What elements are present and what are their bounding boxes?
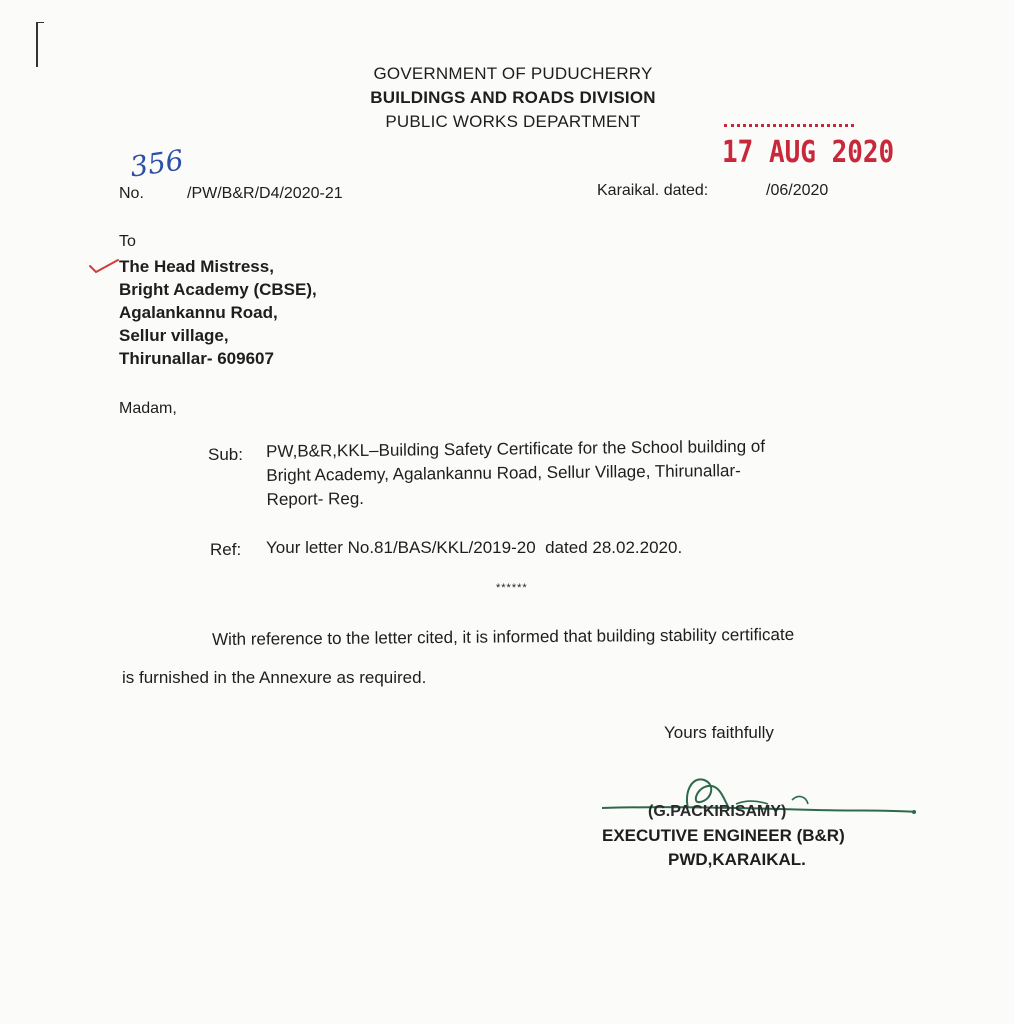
red-tick-mark bbox=[88, 258, 120, 278]
addressee-line: The Head Mistress, bbox=[119, 257, 274, 276]
addressee-line: Bright Academy (CBSE), bbox=[119, 280, 317, 299]
addressee-line: Sellur village, bbox=[119, 326, 229, 345]
signatory-designation: EXECUTIVE ENGINEER (B&R) bbox=[602, 826, 845, 845]
subject-line: PW,B&R,KKL–Building Safety Certificate for the School building of bbox=[266, 436, 766, 461]
subject-label: Sub: bbox=[208, 445, 243, 464]
signatory-name: (G.PACKIRISAMY) bbox=[648, 803, 787, 820]
salutation: Madam, bbox=[119, 400, 177, 417]
addressee-line: Thirunallar- 609607 bbox=[119, 349, 274, 368]
header-department: PUBLIC WORKS DEPARTMENT bbox=[385, 112, 641, 131]
ref-label: Ref: bbox=[210, 540, 242, 559]
addressee-line: Agalankannu Road, bbox=[119, 303, 278, 322]
closing-yours-faithfully: Yours faithfully bbox=[664, 723, 774, 742]
reference-no-value: /PW/B&R/D4/2020-21 bbox=[187, 185, 343, 202]
header-government: GOVERNMENT OF PUDUCHERRY bbox=[373, 64, 653, 83]
subject-line: Bright Academy, Agalankannu Road, Sellur Village, Thirunallar- bbox=[266, 461, 741, 485]
received-date-stamp: 17 AUG 2020 bbox=[722, 135, 895, 171]
body-paragraph-line-1: With reference to the letter cited, it is informed that building stability certificate bbox=[212, 624, 795, 649]
signatory-office: PWD,KARAIKAL. bbox=[668, 850, 806, 869]
subject-text bbox=[266, 435, 766, 512]
handwritten-dispatch-number: 356 bbox=[127, 143, 186, 184]
header-division: BUILDINGS AND ROADS DIVISION bbox=[370, 88, 656, 107]
place-date-label: Karaikal. dated: bbox=[597, 182, 709, 199]
subject-line: Report- Reg. bbox=[266, 488, 365, 509]
letter-date-value: /06/2020 bbox=[766, 182, 829, 199]
ref-text: Your letter No.81/BAS/KKL/2019-20 dated 28.02.2020. bbox=[266, 538, 683, 557]
margin-bracket-mark bbox=[36, 22, 44, 67]
addressee-block bbox=[119, 255, 317, 370]
reference-no-label: No. bbox=[119, 185, 144, 202]
stamp-dots bbox=[724, 124, 854, 131]
asterisk-separator: ****** bbox=[496, 582, 528, 594]
to-label: To bbox=[119, 233, 136, 250]
body-paragraph-line-2: is furnished in the Annexure as required. bbox=[122, 668, 427, 687]
